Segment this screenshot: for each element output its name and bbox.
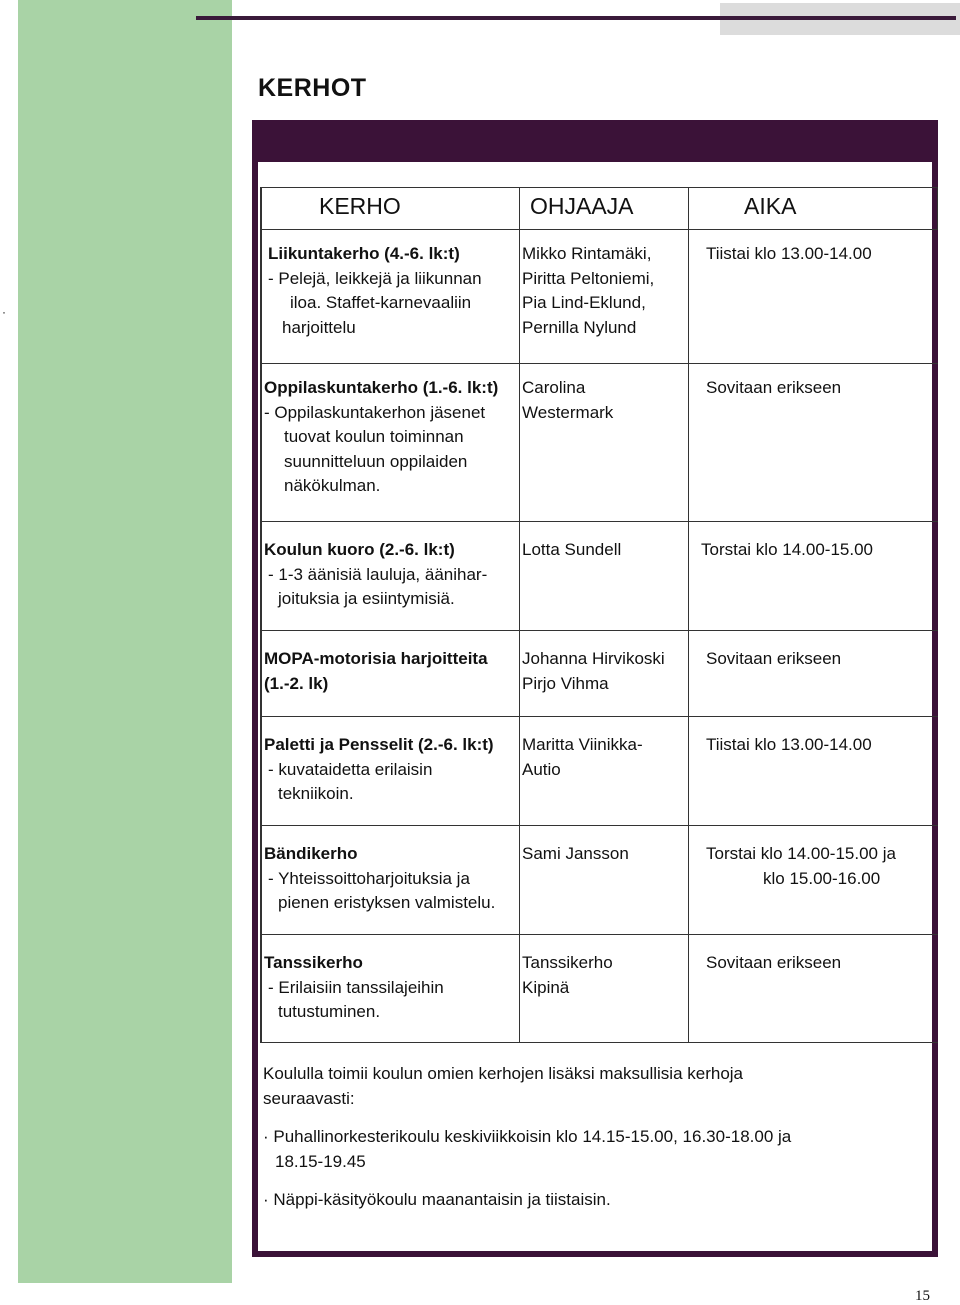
club-cell: [260, 717, 520, 825]
leader-cell: [520, 522, 689, 630]
club-desc-line: näkökulman.: [284, 476, 381, 495]
table-row: [260, 935, 938, 1043]
club-desc-line: iloa. Staffet-karnevaaliin: [290, 293, 472, 312]
time-line: klo 15.00-16.00: [763, 868, 881, 888]
club-desc-line: - Pelejä, leikkejä ja liikunnan: [268, 268, 482, 288]
leader-cell: [520, 717, 689, 825]
club-desc-line: pienen eristyksen valmistelu.: [278, 893, 496, 912]
table-row: [260, 364, 938, 522]
header-ohjaaja: OHJAAJA: [520, 188, 689, 229]
time-line: Sovitaan erikseen: [706, 378, 842, 397]
club-cell: [260, 935, 520, 1042]
page-number: 15: [915, 1288, 930, 1304]
club-name-cont: (1.-2. lk): [264, 673, 329, 693]
leader-line: Tanssikerho: [522, 953, 613, 972]
table-header-row: [260, 187, 938, 230]
extra-club-item: [263, 1125, 903, 1174]
time-line: Tiistai klo 13.00-14.00: [706, 244, 872, 263]
club-desc-line: harjoittelu: [282, 317, 356, 337]
leader-line: Carolina: [522, 378, 586, 397]
leader-line: Westermark: [522, 402, 614, 422]
leader-cell: [520, 631, 689, 716]
club-name: Paletti ja Pensselit (2.-6. lk:t): [264, 735, 494, 754]
club-name: Bändikerho: [264, 844, 358, 863]
table-row: [260, 717, 938, 826]
club-desc-line: suunnitteluun oppilaiden: [284, 451, 468, 471]
club-desc-line: tuovat koulun toiminnan: [284, 427, 464, 446]
club-cell: [260, 364, 520, 521]
club-desc-line: joituksia ja esiintymisiä.: [278, 589, 455, 608]
note-line: · Näppi-käsityökoulu maanantaisin ja tiistaisin.: [263, 1190, 611, 1209]
note-line: Koululla toimii koulun omien kerhojen lisäksi maksullisia kerhoja: [263, 1064, 744, 1083]
table-row: [260, 230, 938, 364]
time-line: Sovitaan erikseen: [706, 953, 842, 972]
leader-line: Pirjo Vihma: [522, 673, 609, 693]
club-desc-line: - Oppilaskuntakerhon jäsenet: [264, 402, 486, 422]
extra-clubs-intro: [263, 1062, 903, 1111]
page-title: KERHOT: [258, 74, 367, 102]
margin-mark: ·: [2, 305, 6, 319]
leader-line: Autio: [522, 759, 561, 779]
leader-cell: [520, 826, 689, 934]
club-cell: [260, 826, 520, 934]
club-name: Koulun kuoro (2.-6. lk:t): [264, 540, 455, 559]
leader-cell: [520, 364, 689, 521]
leader-line: Johanna Hirvikoski: [522, 649, 665, 668]
club-name: MOPA-motorisia harjoitteita: [264, 649, 488, 668]
leader-line: Mikko Rintamäki,: [522, 244, 652, 263]
time-cell: [689, 935, 938, 1042]
club-desc-line: - 1-3 äänisiä lauluja, äänihar-: [268, 564, 488, 584]
leader-line: Lotta Sundell: [522, 540, 622, 559]
green-side-band: [18, 0, 232, 1283]
time-cell: [689, 230, 938, 363]
time-cell: [689, 631, 938, 716]
leader-cell: [520, 935, 689, 1042]
time-cell: [689, 826, 938, 934]
time-line: Torstai klo 14.00-15.00: [701, 540, 873, 559]
extra-club-item: [263, 1188, 903, 1213]
leader-line: Maritta Viinikka-: [522, 735, 643, 754]
header-aika: AIKA: [744, 193, 797, 219]
club-name: Liikuntakerho (4.-6. lk:t): [268, 244, 460, 263]
leader-cell: [520, 230, 689, 363]
club-desc-line: tutustuminen.: [278, 1002, 381, 1021]
club-cell: [260, 631, 520, 716]
extra-clubs-note: [263, 1062, 903, 1227]
note-line: seuraavasti:: [263, 1088, 355, 1108]
time-cell: [689, 717, 938, 825]
table-row: [260, 631, 938, 717]
club-cell: [260, 230, 520, 363]
time-cell: [689, 522, 938, 630]
note-line: · Puhallinorkesterikoulu keskiviikkoisin klo 14.15-15.00, 16.30-18.00 ja: [263, 1127, 792, 1146]
time-line: Torstai klo 14.00-15.00 ja: [706, 844, 896, 863]
table-row: [260, 826, 938, 935]
table-top-bar: [252, 120, 938, 162]
club-name: Tanssikerho: [264, 953, 363, 972]
leader-line: Piritta Peltoniemi,: [522, 268, 655, 288]
leader-line: Kipinä: [522, 977, 570, 997]
club-name: Oppilaskuntakerho (1.-6. lk:t): [264, 378, 499, 397]
header-kerho: KERHO: [260, 188, 520, 229]
table-row: [260, 522, 938, 631]
time-cell: [689, 364, 938, 521]
note-line: 18.15-19.45: [275, 1151, 366, 1171]
leader-line: Pernilla Nylund: [522, 317, 637, 337]
club-desc-line: tekniikoin.: [278, 784, 354, 803]
time-line: Sovitaan erikseen: [706, 649, 842, 668]
leader-line: Pia Lind-Eklund,: [522, 293, 646, 312]
top-rule-right: [720, 16, 956, 20]
club-desc-line: - Yhteissoittoharjoituksia ja: [268, 868, 470, 888]
club-desc-line: - kuvataidetta erilaisin: [268, 759, 433, 779]
club-cell: [260, 522, 520, 630]
leader-line: Sami Jansson: [522, 844, 629, 863]
club-desc-line: - Erilaisiin tanssilajeihin: [268, 977, 444, 997]
time-line: Tiistai klo 13.00-14.00: [706, 735, 872, 754]
